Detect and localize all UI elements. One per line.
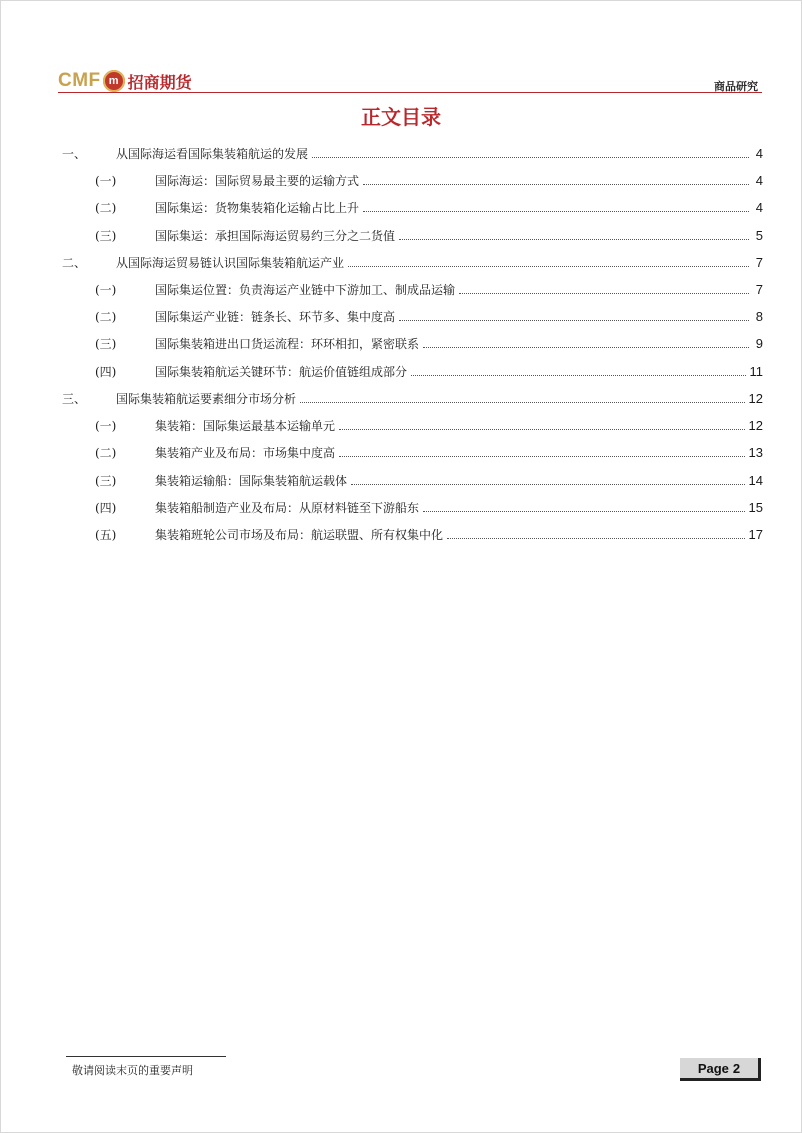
- toc-label: 国际集装箱航运要素细分市场分析: [116, 391, 297, 406]
- toc-dot-leader: [423, 510, 745, 512]
- toc-page-number: 5: [755, 227, 763, 243]
- toc-dot-leader: [423, 346, 749, 348]
- toc-entry[interactable]: [95, 224, 763, 246]
- toc-page-number: 4: [755, 145, 763, 161]
- toc-label: 从国际海运看国际集装箱航运的发展: [116, 146, 309, 161]
- toc-page-number: 9: [755, 335, 763, 351]
- section-label: 商品研究: [714, 80, 758, 93]
- toc-entry[interactable]: [95, 196, 763, 218]
- toc-page-number: 12: [748, 417, 763, 433]
- toc-label: 集装箱：国际集运最基本运输单元: [155, 418, 336, 433]
- page-number: 2: [732, 1060, 741, 1076]
- disclaimer-note: 敬请阅读末页的重要声明: [72, 1064, 193, 1077]
- toc-entry[interactable]: [95, 332, 763, 354]
- header-divider: [58, 92, 762, 93]
- toc-number: (一): [95, 173, 117, 188]
- toc-label: 集装箱班轮公司市场及布局：航运联盟、所有权集中化: [155, 527, 444, 542]
- toc-dot-leader: [339, 455, 745, 457]
- toc-page-number: 11: [749, 363, 763, 379]
- toc-number: (一): [95, 282, 117, 297]
- toc-dot-leader: [459, 292, 749, 294]
- toc-dot-leader: [411, 374, 745, 376]
- toc-page-number: 15: [748, 499, 763, 515]
- company-logo: [58, 68, 192, 94]
- toc-dot-leader: [399, 319, 749, 321]
- page-indicator: [680, 1058, 761, 1081]
- toc-label: 国际集运产业链：链条长、环节多、集中度高: [155, 309, 396, 324]
- toc-page-number: 4: [755, 172, 763, 188]
- toc-dot-leader: [363, 210, 749, 212]
- toc-label: 国际集装箱航运关键环节：航运价值链组成部分: [155, 364, 408, 379]
- logo-badge-icon: m: [103, 70, 125, 92]
- toc-page-number: 14: [748, 472, 763, 488]
- toc-number: (四): [95, 500, 117, 515]
- toc-entry[interactable]: [62, 251, 763, 273]
- toc-label: 集装箱运输船：国际集装箱航运载体: [155, 473, 348, 488]
- toc-entry[interactable]: [95, 414, 763, 436]
- toc-page-number: 7: [755, 281, 763, 297]
- toc-number: (二): [95, 445, 117, 460]
- toc-entry[interactable]: [95, 305, 763, 327]
- toc-entry[interactable]: [95, 469, 763, 491]
- page-word: Page: [697, 1060, 729, 1076]
- toc-dot-leader: [447, 537, 745, 539]
- toc-dot-leader: [300, 401, 745, 403]
- toc-dot-leader: [399, 238, 749, 240]
- toc-number: (一): [95, 418, 117, 433]
- toc-number: (三): [95, 473, 117, 488]
- logo-latin-text: CMF: [58, 70, 101, 91]
- toc-number: (三): [95, 336, 117, 351]
- toc-entry[interactable]: [95, 169, 763, 191]
- toc-entry[interactable]: [95, 278, 763, 300]
- toc-entry[interactable]: [95, 360, 763, 382]
- toc-dot-leader: [351, 483, 745, 485]
- toc-entry[interactable]: [95, 441, 763, 463]
- toc-number: (四): [95, 364, 117, 379]
- toc-label: 国际集运位置：负责海运产业链中下游加工、制成品运输: [155, 282, 456, 297]
- toc-number: 三、: [62, 391, 87, 406]
- toc-page-number: 13: [748, 444, 763, 460]
- toc-dot-leader: [312, 156, 749, 158]
- toc-page-number: 12: [748, 390, 763, 406]
- toc-entry[interactable]: [95, 496, 763, 518]
- toc-number: 二、: [62, 255, 87, 270]
- toc-page-number: 7: [755, 254, 763, 270]
- toc-number: (三): [95, 228, 117, 243]
- toc-label: 集装箱船制造产业及布局：从原材料链至下游船东: [155, 500, 420, 515]
- toc-number: (五): [95, 527, 117, 542]
- toc-number: (二): [95, 200, 117, 215]
- toc-label: 国际集运：承担国际海运贸易约三分之二货值: [155, 228, 396, 243]
- toc-page-number: 17: [748, 526, 763, 542]
- page-title: 正文目录: [361, 105, 441, 129]
- toc-page-number: 4: [755, 199, 763, 215]
- toc-label: 集装箱产业及布局：市场集中度高: [155, 445, 336, 460]
- toc-label: 国际集运：货物集装箱化运输占比上升: [155, 200, 360, 215]
- logo-chinese-text: 招商期货: [127, 72, 192, 92]
- toc-entry[interactable]: [95, 523, 763, 545]
- toc-label: 国际海运：国际贸易最主要的运输方式: [155, 173, 360, 188]
- toc-dot-leader: [348, 265, 749, 267]
- toc-label: 国际集装箱进出口货运流程：环环相扣，紧密联系: [155, 336, 420, 351]
- toc-page-number: 8: [755, 308, 763, 324]
- footer-divider: [66, 1056, 226, 1057]
- toc-number: 一、: [62, 146, 87, 161]
- toc-label: 从国际海运贸易链认识国际集装箱航运产业: [116, 255, 345, 270]
- toc-entry[interactable]: [62, 142, 763, 164]
- toc-number: (二): [95, 309, 117, 324]
- toc-entry[interactable]: [62, 387, 763, 409]
- toc-dot-leader: [363, 183, 749, 185]
- toc-dot-leader: [339, 428, 745, 430]
